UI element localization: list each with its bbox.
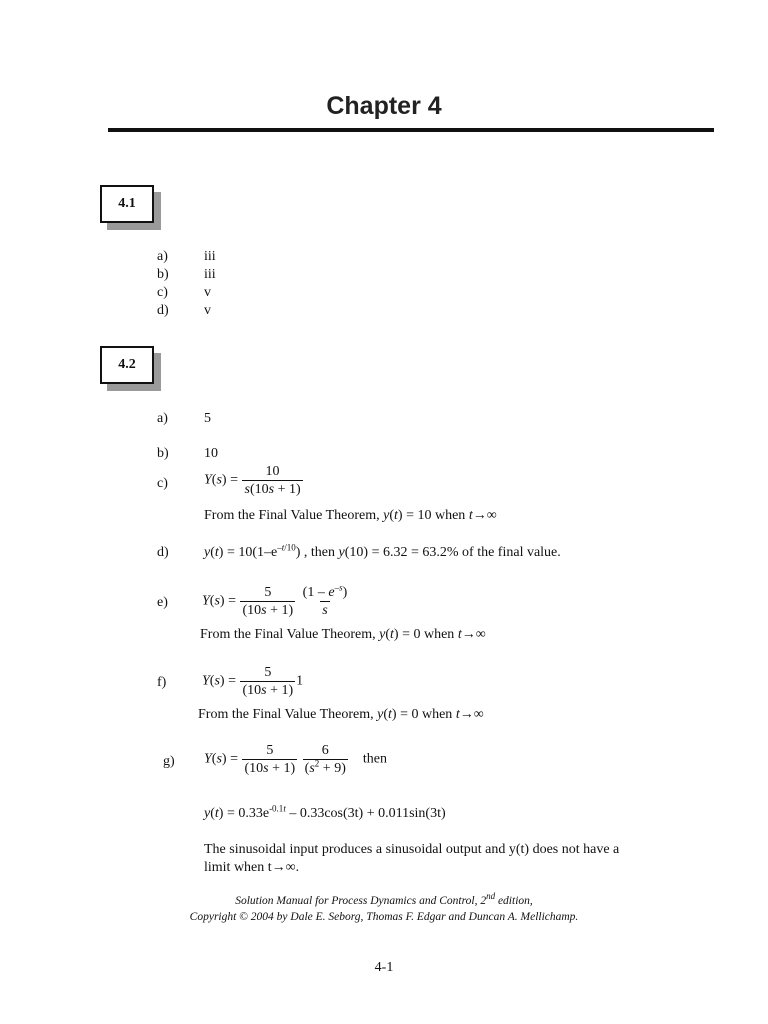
part-c-equation: Y(s) = $\frac{10}{s(10s + 1)}$	[204, 464, 301, 497]
answer-letter: d)	[157, 303, 169, 318]
answer-value: v	[204, 285, 211, 300]
part-g-solution: $y(t) = 0.33e^{-0.1t} - 0.33\cos(3t) + 0.011\sin(3t)$	[204, 803, 446, 821]
footer-line-1: Solution Manual for Process Dynamics and Control, 2nd edition,	[235, 891, 533, 907]
part-g-letter: g)	[163, 754, 175, 769]
part-b-value: 10	[204, 446, 218, 461]
part-d-letter: d)	[157, 545, 169, 560]
part-a-letter: a)	[157, 411, 168, 426]
chapter-title: Chapter 4	[326, 92, 442, 120]
part-c-letter: c)	[157, 476, 168, 491]
footer-line-2: Copyright © 2004 by Dale E. Seborg, Thomas F. Edgar and Duncan A. Mellichamp.	[189, 911, 579, 923]
section-label-4-1	[100, 185, 154, 223]
answer-value: iii	[204, 267, 216, 282]
section-number: 4.2	[100, 346, 154, 384]
section-label-4-2	[100, 346, 154, 384]
part-g-remark-line2: limit when t→∞.	[204, 860, 300, 875]
answer-letter: c)	[157, 285, 168, 300]
part-d-equation: $y(t) = 10(1-e^{-t/10})$ , then y(10) = 6.32 = 63.2% of the final value.	[204, 542, 561, 560]
part-a-value: 5	[204, 411, 211, 426]
answer-letter: a)	[157, 249, 168, 264]
part-c-note: From the Final Value Theorem, y(t) = 10 when t→∞	[204, 508, 497, 523]
part-g-equation: Y(s) = $\frac{5}{(10s + 1)}$ $\frac{6}{(s^2 + 9)}$ then	[204, 743, 387, 776]
answer-letter: b)	[157, 267, 169, 282]
answer-value: iii	[204, 249, 216, 264]
section-number: 4.1	[100, 185, 154, 223]
part-b-letter: b)	[157, 446, 169, 461]
answer-value: v	[204, 303, 211, 318]
part-f-letter: f)	[157, 675, 167, 690]
page-number: 4-1	[374, 960, 394, 975]
part-f-note: From the Final Value Theorem, y(t) = 0 when t→∞	[198, 707, 484, 722]
part-e-note: From the Final Value Theorem, y(t) = 0 when t→∞	[200, 627, 486, 642]
part-e-equation: Y(s) = $\frac{5}{(10s + 1)}$ $\frac{(1 - e^{-s})}{s}$	[202, 582, 348, 618]
title-rule	[108, 128, 714, 132]
part-g-remark-line1: The sinusoidal input produces a sinusoidal output and y(t) does not have a	[204, 842, 620, 857]
part-e-letter: e)	[157, 595, 168, 610]
part-f-equation: Y(s) = $\frac{5}{(10s + 1)}$ 1	[202, 665, 304, 698]
